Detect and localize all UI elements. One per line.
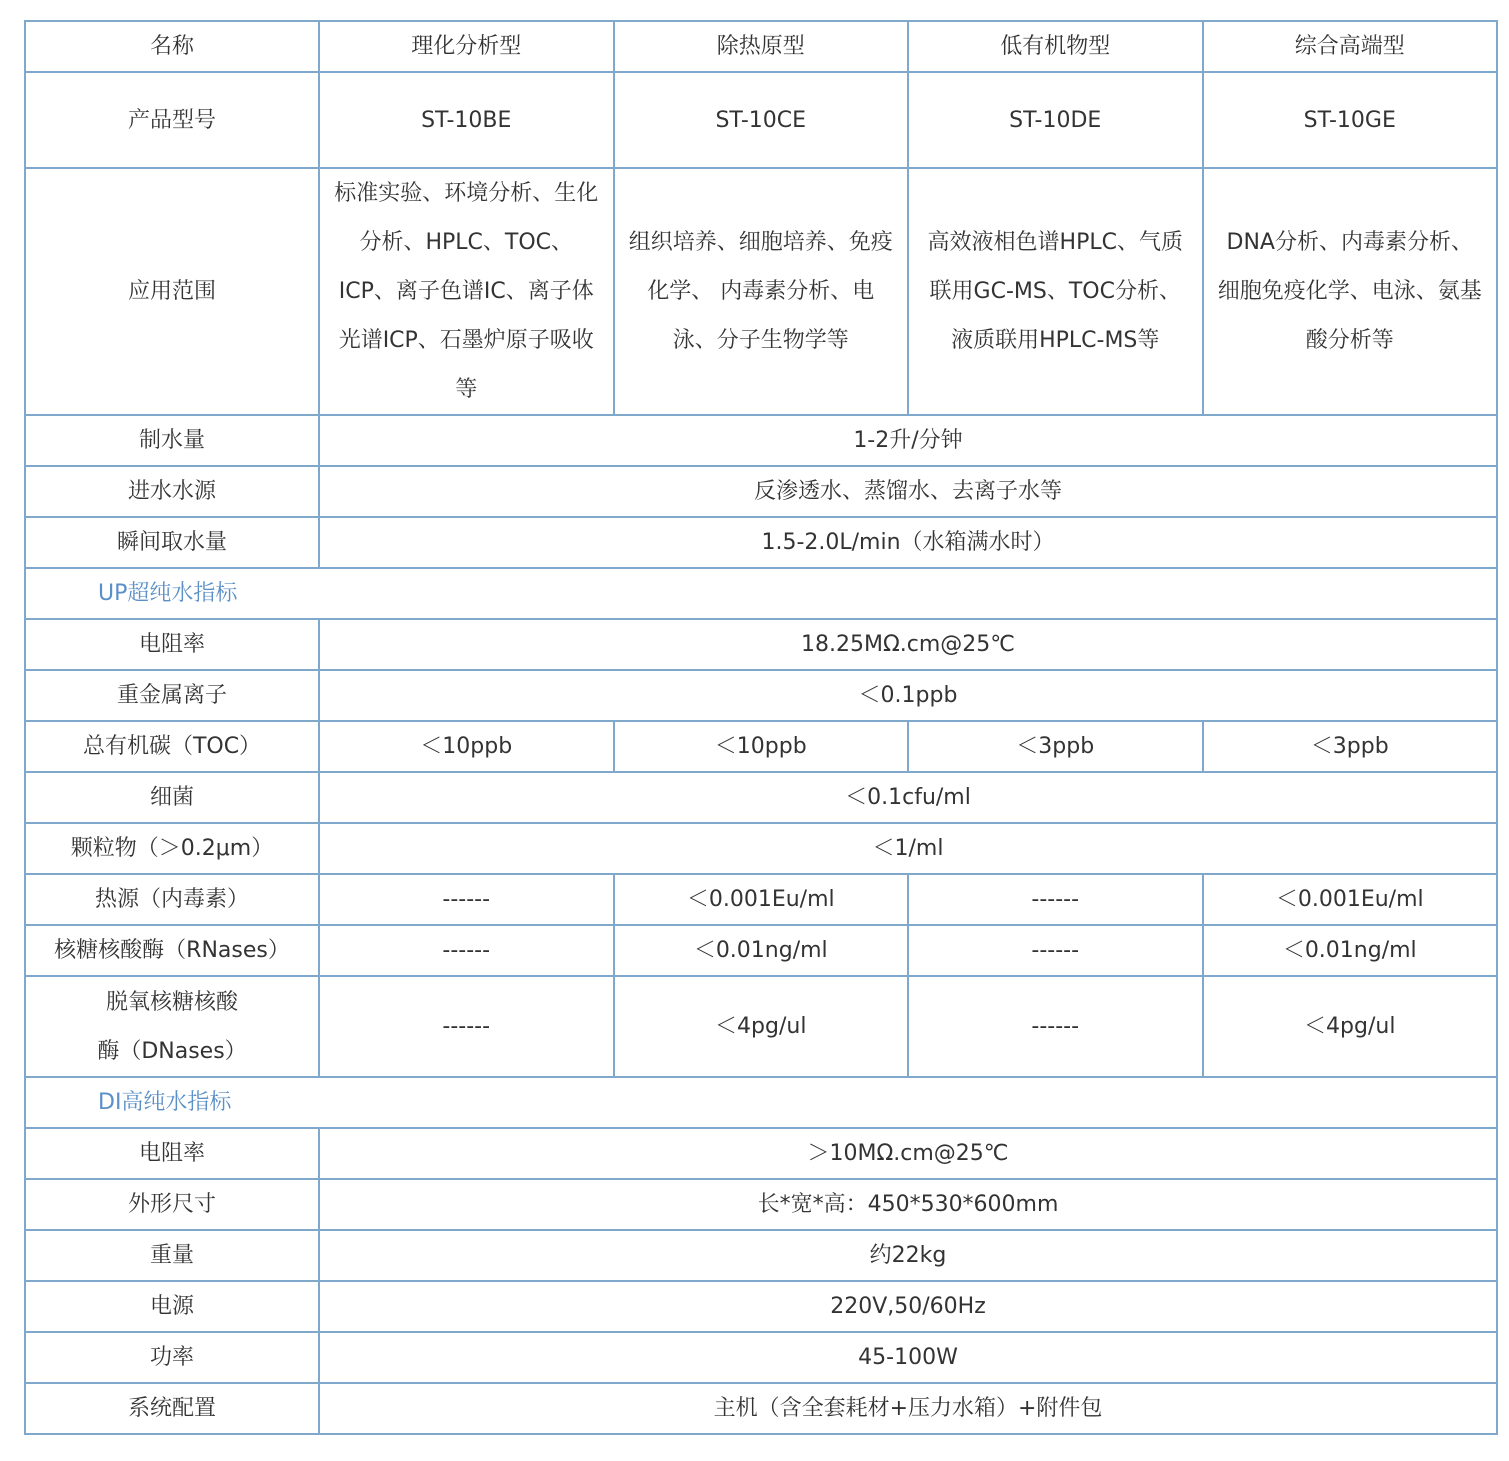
particles-value: ＜1/ml [319, 823, 1497, 874]
row-label-pyrogen: 热源（内毒素） [25, 874, 319, 925]
bacteria-value: ＜0.1cfu/ml [319, 772, 1497, 823]
table-row-up-resistivity [25, 619, 1497, 670]
toc-value-2: ＜10ppb [614, 721, 909, 772]
table-row-application [25, 168, 1497, 415]
dnases-value-2: ＜4pg/ul [614, 976, 909, 1077]
section-title-di: DI高纯水指标 [25, 1077, 1497, 1128]
table-row-rnases [25, 925, 1497, 976]
dnases-value-4: ＜4pg/ul [1203, 976, 1498, 1077]
application-value-1: 标准实验、环境分析、生化分析、HPLC、TOC、ICP、离子色谱IC、离子体光谱ICP、石墨炉原子吸收等 [319, 168, 614, 415]
model-value-2: ST-10CE [614, 72, 909, 168]
table-row-dnases [25, 976, 1497, 1077]
row-label-configuration: 系统配置 [25, 1383, 319, 1434]
table-row-model [25, 72, 1497, 168]
model-value-3: ST-10DE [908, 72, 1203, 168]
row-label-particles: 颗粒物（＞0.2μm） [25, 823, 319, 874]
table-row-dimensions [25, 1179, 1497, 1230]
section-row-di [25, 1077, 1497, 1128]
weight-value: 约22kg [319, 1230, 1497, 1281]
water-output-value: 1-2升/分钟 [319, 415, 1497, 466]
toc-value-4: ＜3ppb [1203, 721, 1498, 772]
section-title-up: UP超纯水指标 [25, 568, 1497, 619]
dnases-value-1: ------ [319, 976, 614, 1077]
row-label-weight: 重量 [25, 1230, 319, 1281]
dnases-value-3: ------ [908, 976, 1203, 1077]
row-label-power-supply: 电源 [25, 1281, 319, 1332]
pyrogen-value-2: ＜0.001Eu/ml [614, 874, 909, 925]
table-row-particles [25, 823, 1497, 874]
table-row-water-output [25, 415, 1497, 466]
row-label-heavy-metal: 重金属离子 [25, 670, 319, 721]
rnases-value-3: ------ [908, 925, 1203, 976]
table-row-instant-flow [25, 517, 1497, 568]
table-row-configuration [25, 1383, 1497, 1434]
table-row-weight [25, 1230, 1497, 1281]
configuration-value: 主机（含全套耗材+压力水箱）+附件包 [319, 1383, 1497, 1434]
instant-flow-value: 1.5-2.0L/min（水箱满水时） [319, 517, 1497, 568]
rnases-value-4: ＜0.01ng/ml [1203, 925, 1498, 976]
row-label-dimensions: 外形尺寸 [25, 1179, 319, 1230]
row-label-up-resistivity: 电阻率 [25, 619, 319, 670]
heavy-metal-value: ＜0.1ppb [319, 670, 1497, 721]
section-row-up [25, 568, 1497, 619]
di-resistivity-value: ＞10MΩ.cm@25℃ [319, 1128, 1497, 1179]
toc-value-1: ＜10ppb [319, 721, 614, 772]
dimensions-value: 长*宽*高：450*530*600mm [319, 1179, 1497, 1230]
table-row-header [25, 21, 1497, 72]
table-row-di-resistivity [25, 1128, 1497, 1179]
row-label-dnases: 脱氧核糖核酸酶（DNases） [25, 976, 319, 1077]
table-row-power-supply [25, 1281, 1497, 1332]
row-label-rnases: 核糖核酸酶（RNases） [25, 925, 319, 976]
table-row-power [25, 1332, 1497, 1383]
rnases-value-1: ------ [319, 925, 614, 976]
column-header-type-2: 除热原型 [614, 21, 909, 72]
table-row-feed-water [25, 466, 1497, 517]
table-row-toc [25, 721, 1497, 772]
row-label-model: 产品型号 [25, 72, 319, 168]
application-value-3: 高效液相色谱HPLC、气质联用GC-MS、TOC分析、液质联用HPLC-MS等 [908, 168, 1203, 415]
power-supply-value: 220V,50/60Hz [319, 1281, 1497, 1332]
spec-table [24, 20, 1498, 1435]
pyrogen-value-4: ＜0.001Eu/ml [1203, 874, 1498, 925]
column-header-type-1: 理化分析型 [319, 21, 614, 72]
pyrogen-value-3: ------ [908, 874, 1203, 925]
row-label-application: 应用范围 [25, 168, 319, 415]
up-resistivity-value: 18.25MΩ.cm@25℃ [319, 619, 1497, 670]
row-label-bacteria: 细菌 [25, 772, 319, 823]
rnases-value-2: ＜0.01ng/ml [614, 925, 909, 976]
application-value-2: 组织培养、细胞培养、免疫化学、 内毒素分析、电泳、分子生物学等 [614, 168, 909, 415]
power-value: 45-100W [319, 1332, 1497, 1383]
toc-value-3: ＜3ppb [908, 721, 1203, 772]
row-label-feed-water: 进水水源 [25, 466, 319, 517]
row-label-power: 功率 [25, 1332, 319, 1383]
model-value-4: ST-10GE [1203, 72, 1498, 168]
table-row-bacteria [25, 772, 1497, 823]
row-label-water-output: 制水量 [25, 415, 319, 466]
table-row-heavy-metal [25, 670, 1497, 721]
pyrogen-value-1: ------ [319, 874, 614, 925]
table-row-pyrogen [25, 874, 1497, 925]
application-value-4: DNA分析、内毒素分析、细胞免疫化学、电泳、氨基酸分析等 [1203, 168, 1498, 415]
column-header-type-3: 低有机物型 [908, 21, 1203, 72]
row-label-toc: 总有机碳（TOC） [25, 721, 319, 772]
row-label-name: 名称 [25, 21, 319, 72]
model-value-1: ST-10BE [319, 72, 614, 168]
feed-water-value: 反渗透水、蒸馏水、去离子水等 [319, 466, 1497, 517]
row-label-instant-flow: 瞬间取水量 [25, 517, 319, 568]
row-label-di-resistivity: 电阻率 [25, 1128, 319, 1179]
column-header-type-4: 综合高端型 [1203, 21, 1498, 72]
